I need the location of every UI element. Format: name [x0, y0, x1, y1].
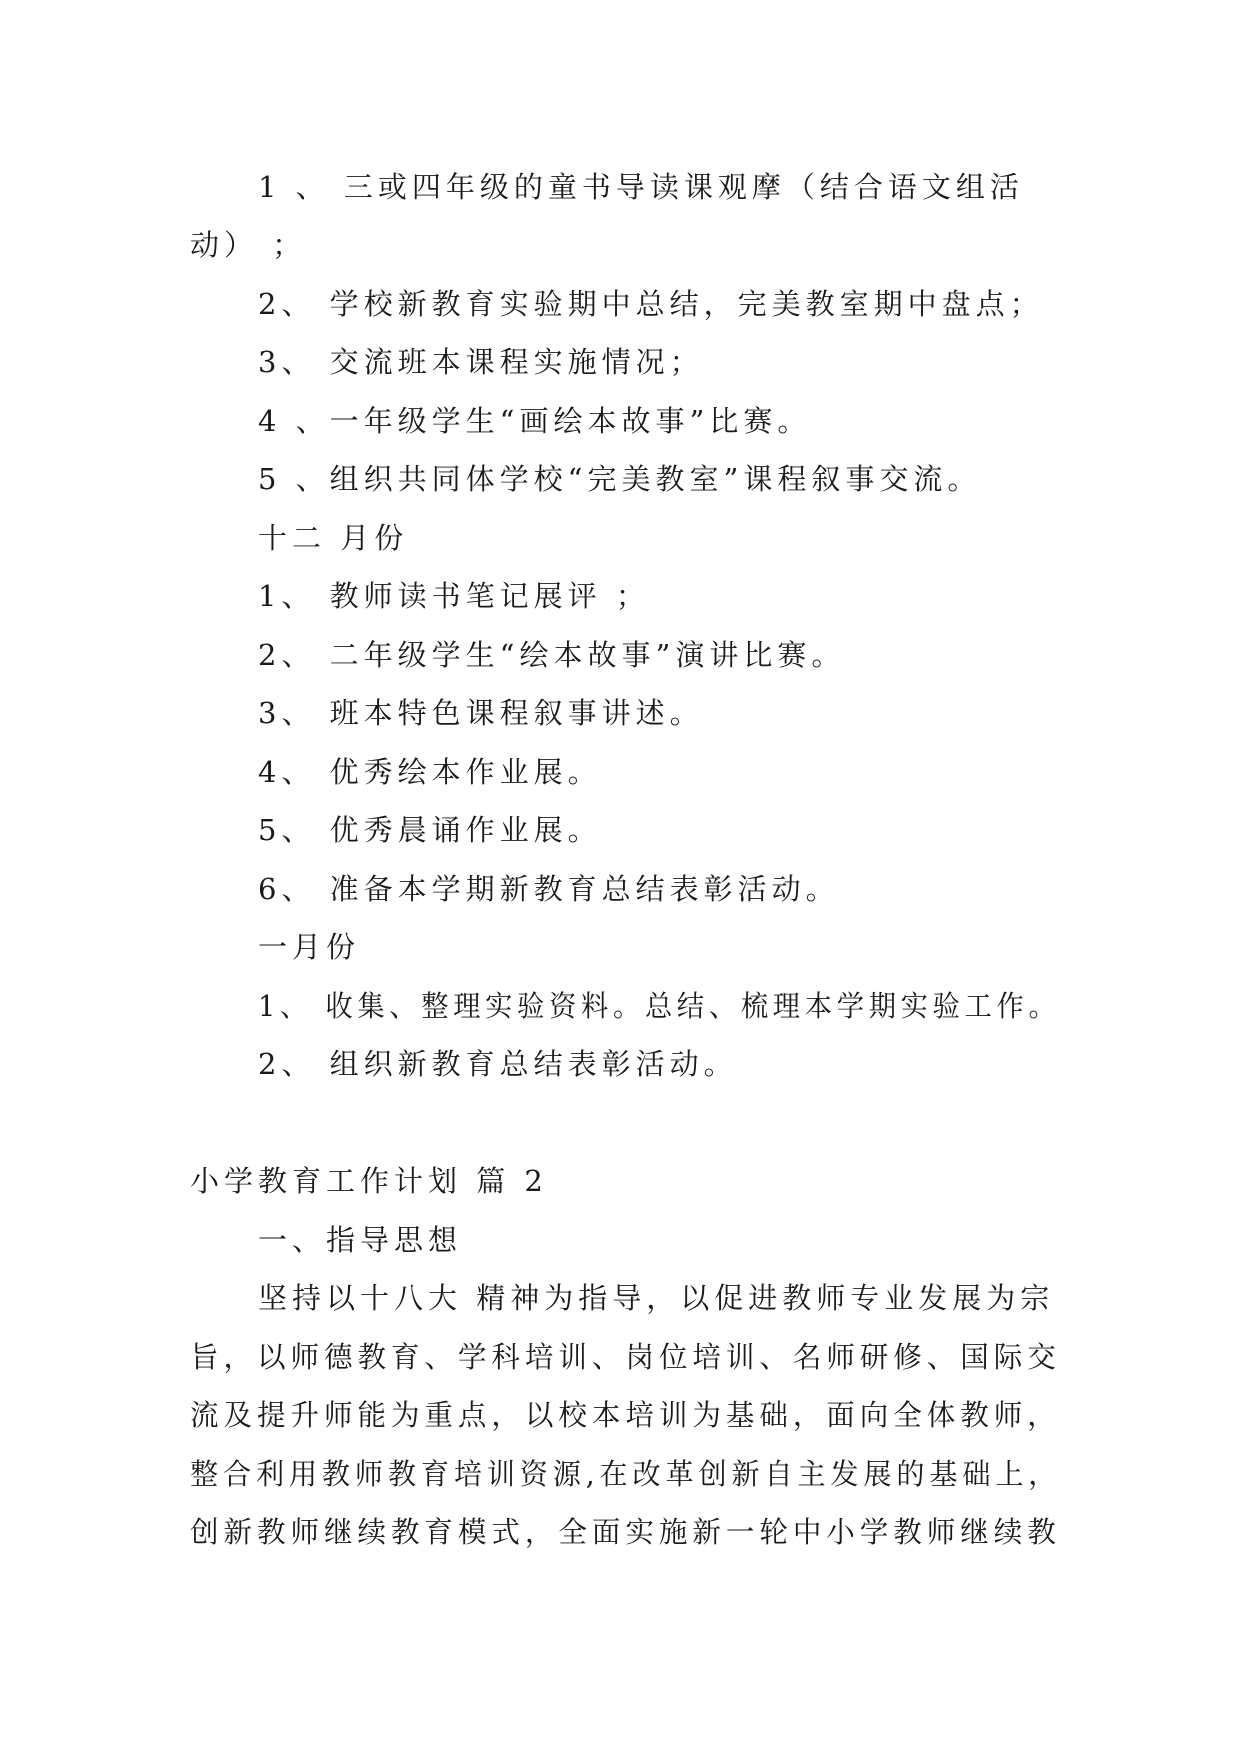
list-item: 5、 优秀晨诵作业展。	[258, 813, 602, 847]
list-item: 4 、一年级学生“画绘本故事”比赛。	[258, 404, 812, 438]
list-item: 6、 准备本学期新教育总结表彰活动。	[258, 872, 840, 906]
list-item: 1、 教师读书笔记展评 ；	[258, 579, 650, 613]
paragraph-line: 整合利用教师教育培训资源,在改革创新自主发展的基础上，	[190, 1457, 1062, 1491]
list-item: 2、 学校新教育实验期中总结，完美教室期中盘点；	[258, 287, 1044, 321]
list-item: 2、 组织新教育总结表彰活动。	[258, 1047, 738, 1081]
month-heading-january: 一月份	[258, 930, 361, 964]
list-item: 1、 收集、整理实验资料。总结、梳理本学期实验工作。	[258, 989, 1061, 1023]
list-item: 3、 班本特色课程叙事讲述。	[258, 696, 704, 730]
paragraph-line: 旨，以师德教育、学科培训、岗位培训、名师研修、国际交	[190, 1340, 1061, 1374]
list-item-continuation: 动） ；	[190, 228, 307, 262]
list-item: 4、 优秀绘本作业展。	[258, 755, 602, 789]
section-heading: 一、指导思想	[258, 1223, 463, 1257]
paragraph-line: 坚持以十八大 精神为指导，以促进教师专业发展为宗	[258, 1281, 1055, 1315]
list-item: 1 、 三或四年级的童书导读课观摩（结合语文组活	[258, 170, 1024, 204]
list-item: 3、 交流班本课程实施情况；	[258, 345, 704, 379]
paragraph-line: 创新教师继续教育模式，全面实施新一轮中小学教师继续教	[190, 1515, 1061, 1549]
month-heading-december: 十二 月份	[258, 521, 409, 555]
list-item: 5 、组织共同体学校“完美教室”课程叙事交流。	[258, 462, 982, 496]
list-item: 2、 二年级学生“绘本故事”演讲比赛。	[258, 638, 846, 672]
document-title: 小学教育工作计划 篇 2	[190, 1164, 548, 1198]
paragraph-line: 流及提升师能为重点，以校本培训为基础，面向全体教师，	[190, 1398, 1061, 1432]
